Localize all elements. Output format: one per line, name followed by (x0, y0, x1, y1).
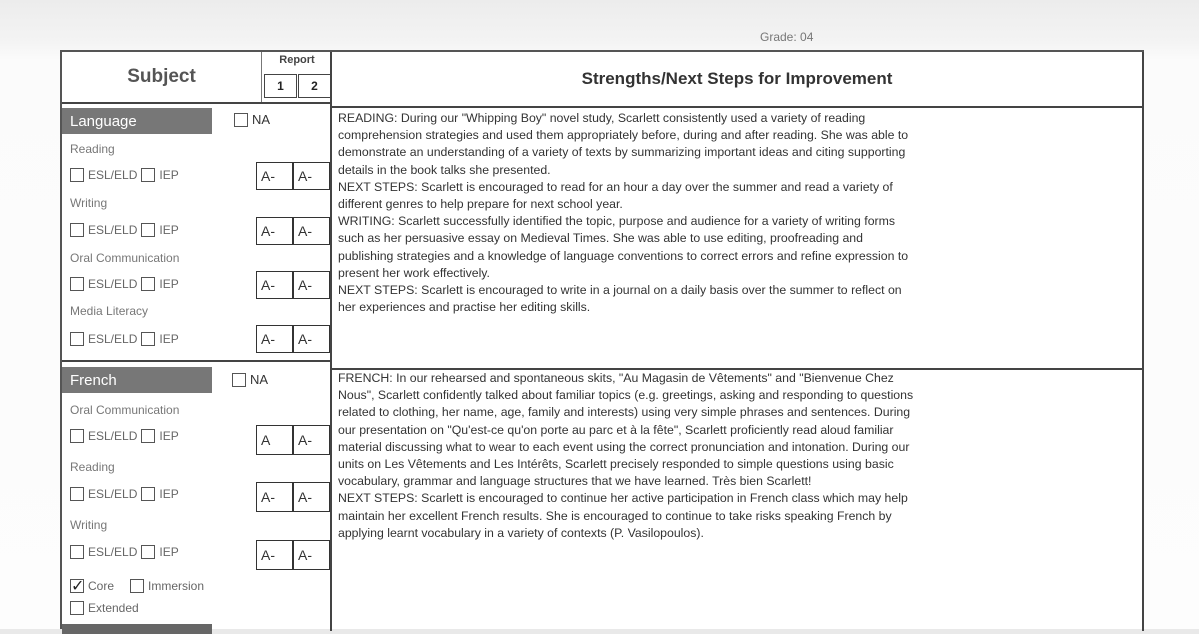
immersion-checkbox[interactable] (130, 579, 144, 593)
esl-checkbox[interactable] (70, 223, 84, 237)
iep-label: IEP (159, 487, 179, 501)
comment-line: FRENCH: In our rehearsed and spontaneous skits, "Au Magasin de Vêtements" and "Bienvenue Chez (338, 371, 894, 385)
iep-checkbox[interactable] (141, 277, 155, 291)
language-strand-reading: Reading (70, 142, 115, 156)
esl-label: ESL/ELD (88, 277, 138, 291)
comment-line: NEXT STEPS: Scarlett is encouraged to write in a journal on a daily basis over the summer to reflect on (338, 283, 902, 298)
french-na-label: NA (250, 372, 269, 387)
french-reading-flags (70, 487, 179, 501)
iep-label: IEP (159, 429, 179, 443)
iep-label: IEP (159, 332, 179, 346)
divider (62, 360, 332, 362)
core-checkbox[interactable] (70, 579, 84, 593)
iep-label: IEP (159, 277, 179, 291)
extended-checkbox[interactable] (70, 601, 84, 615)
language-na-checkbox[interactable] (234, 113, 248, 127)
comment-line: details in the book talks she presented. (338, 162, 551, 177)
esl-label: ESL/ELD (88, 168, 138, 182)
esl-checkbox[interactable] (70, 277, 84, 291)
language-media-term1-grade: A- (256, 325, 293, 353)
language-media-flags (70, 332, 179, 346)
comment-line: comprehension strategies and used them appropriately before, during and after reading. She was able to (338, 128, 909, 143)
esl-label: ESL/ELD (88, 545, 138, 559)
comment-line: different genres to help prepare for next school year. (338, 197, 623, 212)
french-na-checkbox[interactable] (232, 373, 246, 387)
french-writing-term2-grade: A- (293, 540, 330, 570)
french-oral-term2-grade: A- (293, 425, 330, 455)
esl-checkbox[interactable] (70, 168, 84, 182)
french-comment (338, 370, 1138, 542)
comments-column (332, 52, 1144, 631)
esl-label: ESL/ELD (88, 487, 138, 501)
extended-label: Extended (88, 601, 139, 615)
comment-line: Nous", Scarlett confidently talked about familiar topics (e.g. greetings, asking and responding to questions (338, 388, 914, 403)
language-strand-oral: Oral Communication (70, 251, 180, 265)
french-subject-bar: French (62, 367, 212, 393)
subject-header: Subject (62, 52, 262, 102)
comment-line: related to clothing, her name, age, family and interests) using very simple phrases and sentences. During (338, 405, 911, 420)
comment-line: material discussing what to wear to each event using the correct pronunciation and intonation. During our (338, 439, 910, 454)
french-strand-reading: Reading (70, 460, 115, 474)
strengths-header: Strengths/Next Steps for Improvement (332, 52, 1142, 108)
comment-line: publishing strategies and a knowledge of language conventions to correct errors and refine expression to (338, 248, 909, 263)
esl-label: ESL/ELD (88, 332, 138, 346)
esl-checkbox[interactable] (70, 332, 84, 346)
esl-checkbox[interactable] (70, 487, 84, 501)
language-na[interactable] (234, 112, 270, 127)
language-comment (338, 110, 1138, 316)
comment-line: WRITING: Scarlett successfully identified the topic, purpose and audience for a variety of writing forms (338, 214, 896, 229)
comment-line: applying learnt vocabulary in a variety of contexts (P. Vasilopoulos). (338, 525, 704, 540)
term-2-header: 2 (298, 74, 331, 98)
french-extended-row (70, 601, 139, 615)
iep-label: IEP (159, 223, 179, 237)
term-1-header: 1 (264, 74, 297, 98)
language-media-term2-grade: A- (293, 325, 330, 353)
esl-checkbox[interactable] (70, 545, 84, 559)
french-reading-term1-grade: A- (256, 482, 293, 512)
language-reading-flags (70, 168, 179, 182)
immersion-label: Immersion (148, 579, 205, 593)
comment-line: her experiences and practise her editing skills. (338, 300, 591, 315)
language-writing-term2-grade: A- (293, 217, 330, 245)
french-writing-term1-grade: A- (256, 540, 293, 570)
comment-line: units on Les Vêtements and Les Intérêts, Scarlett precisely responded to simple questions using basic (338, 457, 894, 472)
language-writing-flags (70, 223, 179, 237)
language-subject-bar: Language (62, 108, 212, 134)
language-reading-term2-grade: A- (293, 162, 330, 190)
comment-line: NEXT STEPS: Scarlett is encouraged to read for an hour a day over the summer and read a variety of (338, 179, 893, 194)
french-na[interactable] (232, 372, 268, 387)
iep-checkbox[interactable] (141, 487, 155, 501)
next-subject-bar (62, 624, 212, 634)
report-label: Report (279, 54, 315, 66)
iep-checkbox[interactable] (141, 429, 155, 443)
comment-line: demonstrate an understanding of a variety of texts by summarizing important ideas and citing supporting (338, 145, 906, 160)
divider (62, 102, 332, 104)
esl-label: ESL/ELD (88, 429, 138, 443)
language-oral-term1-grade: A- (256, 271, 293, 299)
comment-line: NEXT STEPS: Scarlett is encouraged to continue her active participation in French class which may help (338, 491, 908, 506)
french-strand-oral: Oral Communication (70, 403, 180, 417)
french-strand-writing: Writing (70, 518, 108, 532)
report-header (262, 52, 332, 102)
comment-line: maintain her excellent French results. She is encouraged to continue to take risks speaking French by (338, 508, 892, 523)
subject-column (62, 52, 332, 631)
core-label: Core (88, 579, 115, 593)
language-writing-term1-grade: A- (256, 217, 293, 245)
language-na-label: NA (252, 112, 271, 127)
esl-label: ESL/ELD (88, 223, 138, 237)
iep-checkbox[interactable] (141, 332, 155, 346)
language-strand-media: Media Literacy (70, 304, 149, 318)
grade-heading: Grade: 04 (760, 30, 814, 44)
french-writing-flags (70, 545, 179, 559)
french-oral-term1-grade: A (256, 425, 293, 455)
iep-label: IEP (159, 168, 179, 182)
comment-line: READING: During our "Whipping Boy" novel study, Scarlett consistently used a variety of reading (338, 111, 866, 125)
comment-line: our presentation on "Qu'est-ce qu'on porte au parc et à la fête", Scarlett proficiently read aloud familiar (338, 422, 894, 437)
french-reading-term2-grade: A- (293, 482, 330, 512)
iep-label: IEP (159, 545, 179, 559)
language-strand-writing: Writing (70, 196, 108, 210)
comment-line: such as her persuasive essay on Medieval Times. She was able to use editing, proofreading and (338, 231, 863, 246)
esl-checkbox[interactable] (70, 429, 84, 443)
language-reading-term1-grade: A- (256, 162, 293, 190)
iep-checkbox[interactable] (141, 545, 155, 559)
language-oral-term2-grade: A- (293, 271, 330, 299)
french-oral-flags (70, 429, 179, 443)
french-program-row (70, 579, 204, 593)
report-card-form (60, 50, 1144, 629)
iep-checkbox[interactable] (141, 223, 155, 237)
comment-line: present her work effectively. (338, 265, 490, 280)
language-oral-flags (70, 277, 179, 291)
iep-checkbox[interactable] (141, 168, 155, 182)
comment-line: vocabulary, grammar and language structures that we have learned. Très bien Scarlett! (338, 474, 812, 489)
